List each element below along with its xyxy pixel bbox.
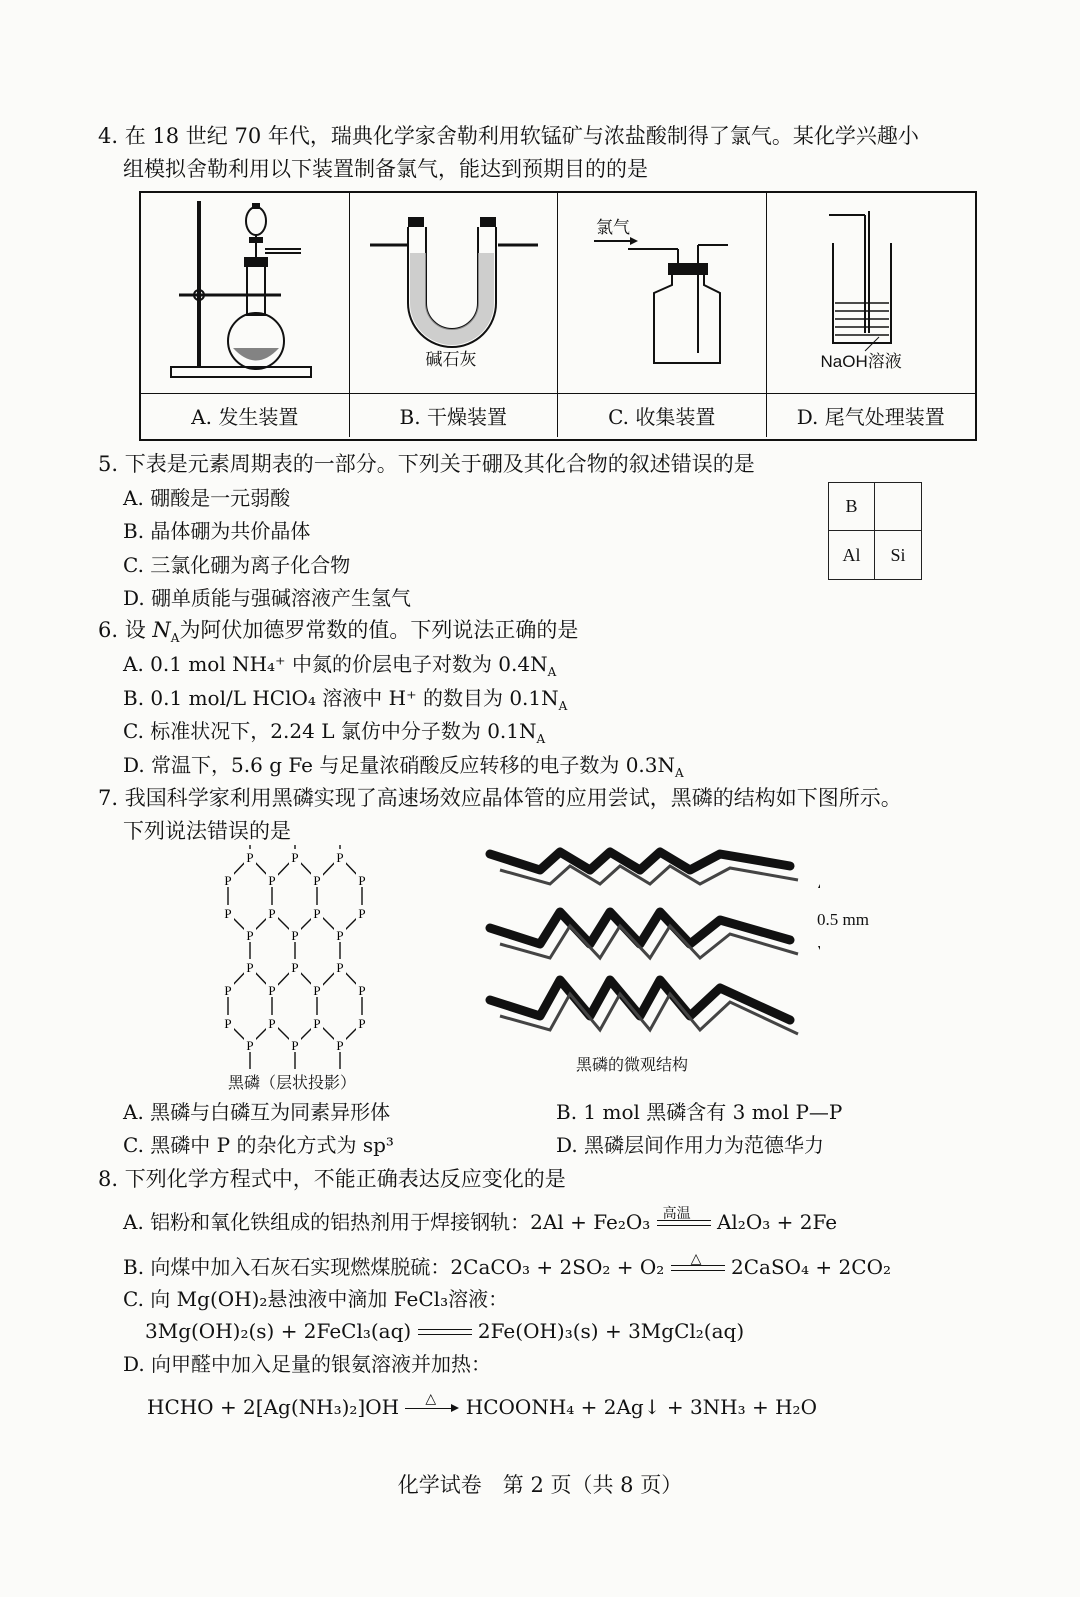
q6-option-b: B. 0.1 mol/L HClO₄ 溶液中 H⁺ 的数目为 $0.1N_A$ xyxy=(123,686,568,713)
phosphorus-atom: P xyxy=(224,873,232,888)
q7-option-b: B. 1 mol 黑磷含有 3 mol P—P xyxy=(556,1100,843,1124)
q8-option-c: C. 向 Mg(OH)₂悬浊液中滴加 FeCl₃溶液： xyxy=(123,1287,509,1311)
q8-option-d-equation: HCHO + 2[Ag(NH₃)₂]OH △ HCOONH₄ + 2Ag↓ + 3NH₃ + H₂O xyxy=(147,1390,817,1419)
apparatus-d xyxy=(767,193,976,393)
phosphorus-atom: P xyxy=(268,1016,276,1031)
q5-option-b: B. 晶体硼为共价晶体 xyxy=(123,519,311,543)
structure-caption: 黑磷的微观结构 xyxy=(576,1055,689,1074)
q8-stem: 8. 下列化学方程式中，不能正确表达反应变化的是 xyxy=(98,1167,566,1191)
q8-option-d: D. 向甲醛中加入足量的银氨溶液并加热： xyxy=(123,1352,492,1376)
phosphorus-atom: P xyxy=(268,873,276,888)
q8-option-a: A. 铝粉和氧化铁组成的铝热剂用于焊接钢轨：2Al + Fe₂O₃ 高温 Al₂O₃ + 2Fe xyxy=(123,1205,838,1234)
lattice-caption: 黑磷（层状投影） xyxy=(228,1073,357,1092)
phosphorus-atom: P xyxy=(268,906,276,921)
option-c-caption: C. 收集装置 xyxy=(558,393,767,437)
phosphorus-atom: P xyxy=(336,928,344,943)
phosphorus-atom: P xyxy=(224,1016,232,1031)
phosphorus-atom: P xyxy=(224,983,232,998)
q6-stem: 6. 设 $N_A$为阿伏加德罗常数的值。下列说法正确的是 xyxy=(98,618,579,646)
phosphorus-atom: P xyxy=(246,960,254,975)
q6-option-c: C. 标准状况下，2.24 L 氯仿中分子数为 $0.1N_A$ xyxy=(123,719,546,746)
phosphorus-atom: P xyxy=(291,1038,299,1053)
periodic-table-fragment xyxy=(828,482,922,580)
phosphorus-atom: P xyxy=(336,1038,344,1053)
phosphorus-atom: P xyxy=(358,1016,366,1031)
q5-option-a: A. 硼酸是一元弱酸 xyxy=(123,486,291,510)
layer-spacing-label: 0.5 mm xyxy=(817,910,869,929)
equals-sign-icon xyxy=(418,1326,472,1340)
option-b-caption: B. 干燥装置 xyxy=(350,393,559,437)
q7-option-c: C. 黑磷中 P 的杂化方式为 sp³ xyxy=(123,1133,394,1157)
q8-option-c-equation: 3Mg(OH)₂(s) + 2FeCl₃(aq) 2Fe(OH)₃(s) + 3MgCl₂(aq) xyxy=(145,1319,745,1343)
black-phosphorus-lattice-diagram xyxy=(200,845,400,1085)
apparatus-c xyxy=(558,193,767,393)
dryer-reagent-label: 碱石灰 xyxy=(425,350,477,370)
q6-option-d: D. 常温下，5.6 g Fe 与足量浓硝酸反应转移的电子数为 $0.3N_A$ xyxy=(123,753,684,780)
q7-option-d: D. 黑磷层间作用力为范德华力 xyxy=(556,1133,825,1157)
q6-option-a: A. 0.1 mol NH₄⁺ 中氮的价层电子对数为 $0.4N_A$ xyxy=(123,652,557,679)
phosphorus-atom: P xyxy=(224,906,232,921)
phosphorus-atom: P xyxy=(358,873,366,888)
page-footer: 化学试卷 第 2 页（共 8 页） xyxy=(397,1473,683,1497)
q4-stem-line1: 4. 在 18 世纪 70 年代，瑞典化学家舍勒利用软锰矿与浓盐酸制得了氯气。某化学兴趣小 xyxy=(98,124,919,148)
phosphorus-atom: P xyxy=(291,960,299,975)
equals-sign-icon: △ xyxy=(671,1262,725,1276)
apparatus-b xyxy=(350,193,559,393)
phosphorus-atom: P xyxy=(291,928,299,943)
phosphorus-atom: P xyxy=(313,873,321,888)
phosphorus-atom: P xyxy=(246,850,254,865)
phosphorus-atom: P xyxy=(336,850,344,865)
gas-collection-bottle-icon xyxy=(558,193,763,393)
q8-option-b: B. 向煤中加入石灰石实现燃煤脱硫：2CaCO₃ + 2SO₂ + O₂ △ 2CaSO₄ + 2CO₂ xyxy=(123,1250,891,1279)
q7-option-a: A. 黑磷与白磷互为同素异形体 xyxy=(123,1100,391,1124)
q7-stem-line2: 下列说法错误的是 xyxy=(123,819,291,843)
arrow-right-icon: △ xyxy=(405,1402,459,1416)
apparatus-a xyxy=(141,193,350,393)
phosphorus-atom: P xyxy=(313,906,321,921)
phosphorus-atom: P xyxy=(358,906,366,921)
q5-stem: 5. 下表是元素周期表的一部分。下列关于硼及其化合物的叙述错误的是 xyxy=(98,452,755,476)
phosphorus-atom: P xyxy=(313,1016,321,1031)
element-empty xyxy=(875,483,921,531)
phosphorus-atom: P xyxy=(268,983,276,998)
phosphorus-atom: P xyxy=(313,983,321,998)
q4-stem-line2: 组模拟舍勒利用以下装置制备氯气，能达到预期目的的是 xyxy=(123,157,648,181)
phosphorus-atom: P xyxy=(291,850,299,865)
q7-stem-line1: 7. 我国科学家利用黑磷实现了高速场效应晶体管的应用尝试，黑磷的结构如下图所示。 xyxy=(98,786,902,810)
generator-apparatus-icon xyxy=(141,193,346,393)
equals-sign-icon: 高温 xyxy=(657,1217,711,1231)
naoh-solution-label: NaOH溶液 xyxy=(820,352,902,371)
element-al: Al xyxy=(829,531,875,579)
option-a-caption: A. 发生装置 xyxy=(141,393,350,437)
q5-option-c: C. 三氯化硼为离子化合物 xyxy=(123,553,351,577)
black-phosphorus-3d-structure xyxy=(480,840,820,1055)
q5-option-d: D. 硼单质能与强碱溶液产生氢气 xyxy=(123,586,412,610)
phosphorus-atom: P xyxy=(246,1038,254,1053)
phosphorus-atom: P xyxy=(358,983,366,998)
option-d-caption: D. 尾气处理装置 xyxy=(767,393,976,437)
chlorine-gas-label: 氯气 xyxy=(596,218,630,238)
apparatus-table xyxy=(139,191,977,441)
phosphorus-atom: P xyxy=(336,960,344,975)
element-si: Si xyxy=(890,544,906,565)
phosphorus-atom: P xyxy=(246,928,254,943)
element-b: B xyxy=(829,483,875,531)
